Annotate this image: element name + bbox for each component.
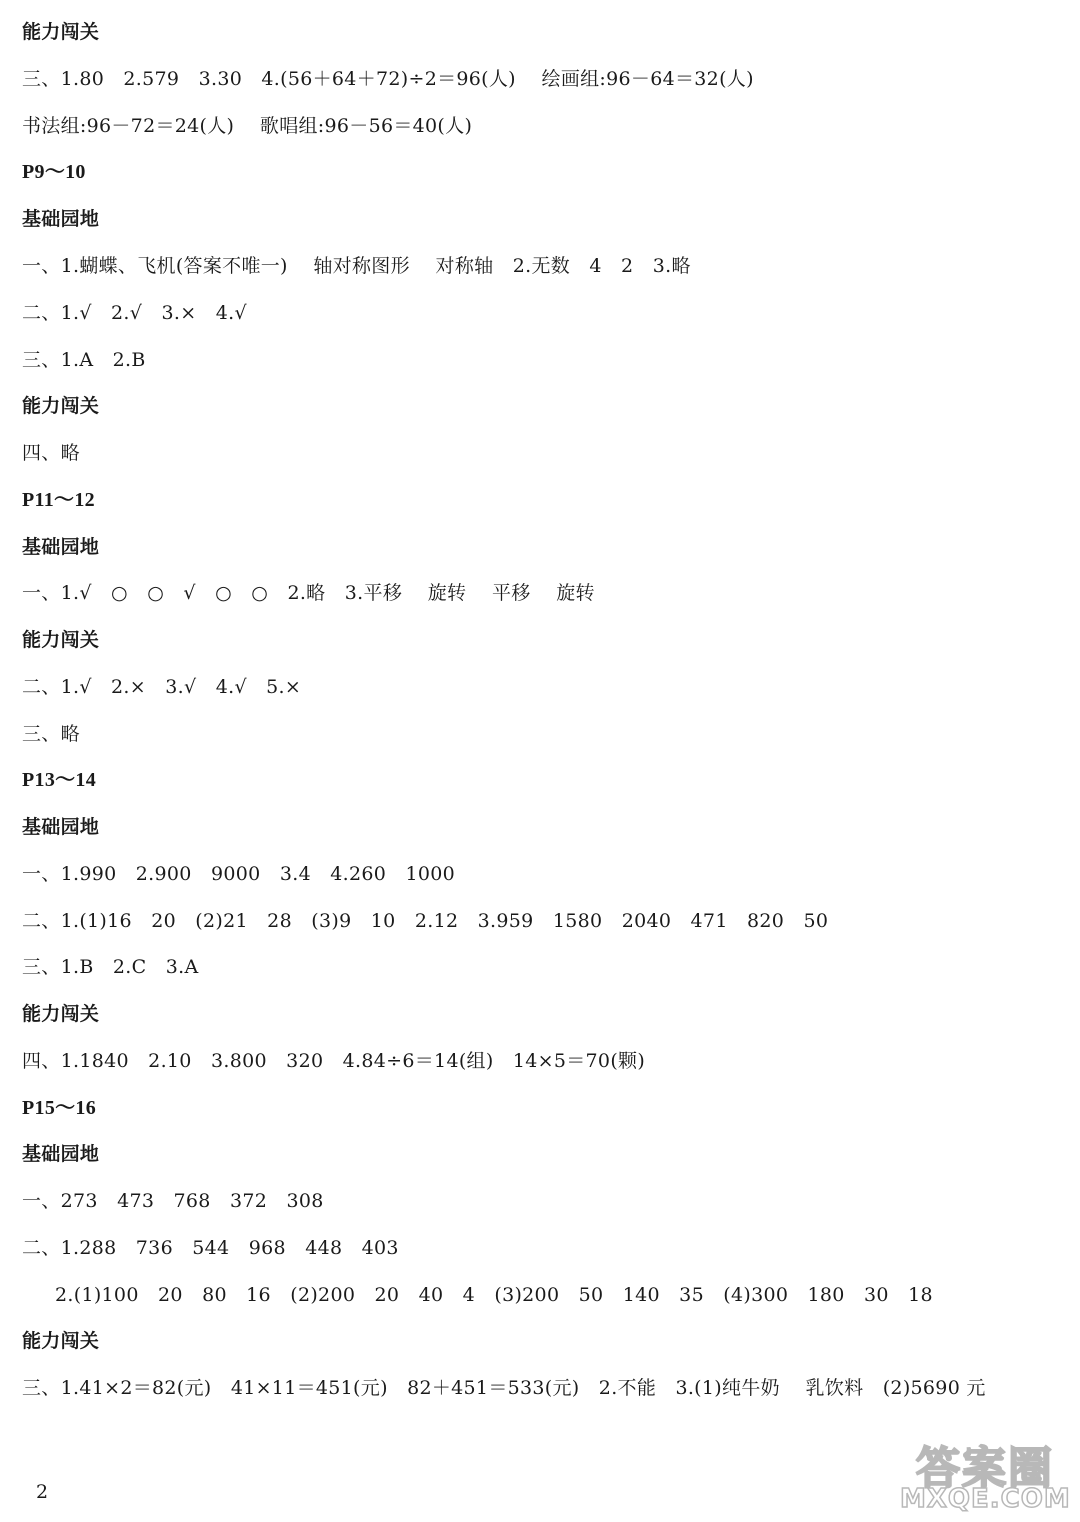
answer-line: 书法组:96－72＝24(人) 歌唱组:96－56＝40(人) (22, 115, 473, 137)
section-heading-ability: 能力闯关 (22, 21, 100, 43)
answer-line: 一、273 473 768 372 308 (22, 1190, 324, 1212)
section-heading-ability: 能力闯关 (22, 1003, 100, 1025)
page-range-heading: P13～14 (22, 769, 97, 791)
section-heading-ability: 能力闯关 (22, 1330, 100, 1352)
section-heading-basic: 基础园地 (22, 1143, 100, 1165)
answer-line: 一、1.蝴蝶、飞机(答案不唯一) 轴对称图形 对称轴 2.无数 4 2 3.略 (22, 255, 691, 277)
section-heading-ability: 能力闯关 (22, 395, 100, 417)
page-range-heading: P11～12 (22, 489, 95, 511)
watermark-text: 答案圈 (916, 1443, 1054, 1494)
page-range-heading: P9～10 (22, 161, 86, 183)
answer-line: 三、1.A 2.B (22, 349, 146, 371)
answer-line: 三、1.41×2＝82(元) 41×11＝451(元) 82＋451＝533(元) 2.不能 3.(1)纯牛奶 乳饮料 (2)5690 元 (22, 1377, 986, 1399)
answer-line: 二、1.(1)16 20 (2)21 28 (3)9 10 2.12 3.959 1580 2040 471 820 50 (22, 910, 829, 932)
answer-line: 三、1.B 2.C 3.A (22, 956, 199, 978)
section-heading-basic: 基础园地 (22, 536, 100, 558)
answer-line: 四、1.1840 2.10 3.800 320 4.84÷6＝14(组) 14×5＝70(颗) (22, 1050, 646, 1072)
answer-line: 三、略 (22, 723, 80, 745)
answer-line: 二、1.√ 2.√ 3.× 4.√ (22, 302, 247, 324)
watermark-url: MXQE.COM (900, 1484, 1071, 1514)
section-heading-basic: 基础园地 (22, 816, 100, 838)
answer-line: 二、1.√ 2.× 3.√ 4.√ 5.× (22, 676, 302, 698)
answer-line: 一、1.990 2.900 9000 3.4 4.260 1000 (22, 863, 456, 885)
page-number: 2 (36, 1481, 49, 1503)
watermark-logo (900, 1432, 1070, 1514)
answer-line: 2.(1)100 20 80 16 (2)200 20 40 4 (3)200 50 140 35 (4)300 180 30 18 (55, 1284, 933, 1306)
section-heading-basic: 基础园地 (22, 208, 100, 230)
answer-line: 一、1.√ ○ ○ √ ○ ○ 2.略 3.平移 旋转 平移 旋转 (22, 582, 595, 604)
answer-line: 四、略 (22, 442, 80, 464)
answer-line: 二、1.288 736 544 968 448 403 (22, 1237, 399, 1259)
answer-line: 三、1.80 2.579 3.30 4.(56＋64＋72)÷2＝96(人) 绘画组:96－64＝32(人) (22, 68, 754, 90)
page-range-heading: P15～16 (22, 1097, 97, 1119)
section-heading-ability: 能力闯关 (22, 629, 100, 651)
